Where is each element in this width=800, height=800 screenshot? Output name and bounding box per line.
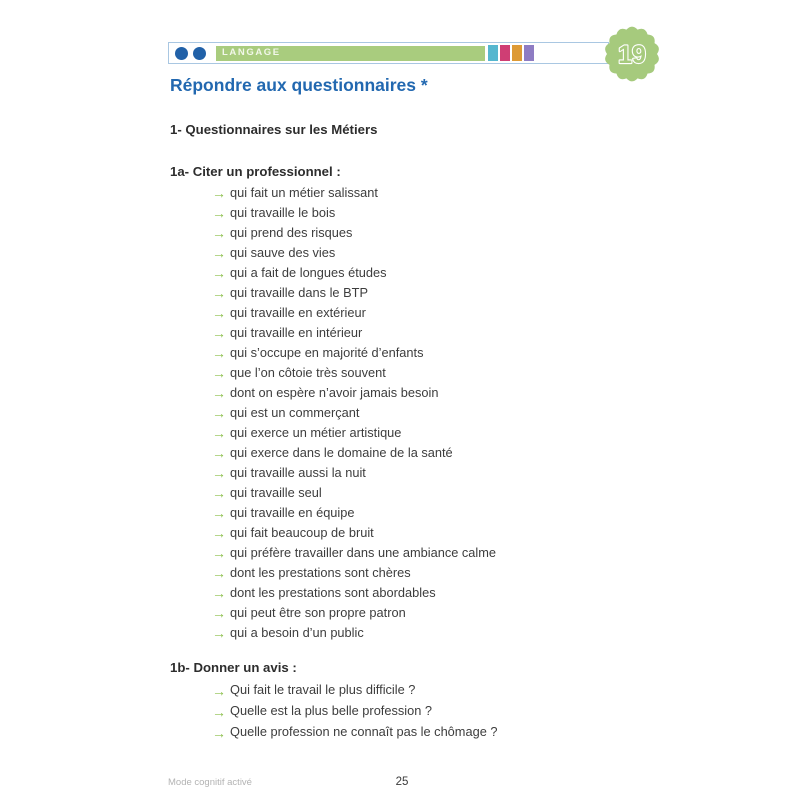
arrow-bullet-icon: → bbox=[212, 565, 226, 581]
list-item-text: qui a besoin d’un public bbox=[230, 624, 364, 640]
category-band bbox=[216, 46, 485, 61]
list-item bbox=[170, 203, 640, 223]
arrow-bullet-icon: → bbox=[212, 225, 226, 241]
list-item-text: qui fait un métier salissant bbox=[230, 184, 378, 200]
footer-note: Mode cognitif activé bbox=[168, 777, 252, 788]
level-dot-icon bbox=[175, 47, 188, 60]
list-item bbox=[170, 243, 640, 263]
list-item bbox=[170, 423, 640, 443]
list-item bbox=[170, 523, 640, 543]
list-item bbox=[170, 623, 640, 643]
list-item bbox=[170, 363, 640, 383]
list-item-text: qui exerce un métier artistique bbox=[230, 424, 402, 440]
list-item-text: dont les prestations sont chères bbox=[230, 564, 411, 580]
arrow-bullet-icon: → bbox=[212, 405, 226, 421]
list-item bbox=[170, 463, 640, 483]
list-item-text: Qui fait le travail le plus difficile ? bbox=[230, 682, 416, 698]
list-item-text: que l’on côtoie très souvent bbox=[230, 364, 386, 380]
subsection-heading: 1b- Donner un avis : bbox=[170, 660, 297, 675]
arrow-bullet-icon: → bbox=[212, 505, 226, 521]
arrow-bullet-icon: → bbox=[212, 605, 226, 621]
arrow-bullet-icon: → bbox=[212, 625, 226, 641]
color-square-purple-icon bbox=[524, 45, 534, 61]
list-item bbox=[170, 543, 640, 563]
arrow-bullet-icon: → bbox=[212, 485, 226, 501]
list-item bbox=[170, 503, 640, 523]
arrow-bullet-icon: → bbox=[212, 305, 226, 321]
badge-number: 19 bbox=[618, 41, 646, 69]
arrow-bullet-icon: → bbox=[212, 724, 226, 741]
list-item bbox=[170, 383, 640, 403]
list-item-text: qui s’occupe en majorité d’enfants bbox=[230, 344, 424, 360]
subsection bbox=[170, 164, 640, 643]
list-item bbox=[170, 303, 640, 323]
list-item-text: qui travaille seul bbox=[230, 484, 322, 500]
list-item-text: dont on espère n’avoir jamais besoin bbox=[230, 384, 439, 400]
arrow-bullet-icon: → bbox=[212, 365, 226, 381]
subsection-heading: 1a- Citer un professionnel : bbox=[170, 164, 341, 179]
list-item-text: qui préfère travailler dans une ambiance calme bbox=[230, 544, 497, 560]
list-item-text: qui sauve des vies bbox=[230, 244, 336, 260]
arrow-bullet-icon: → bbox=[212, 585, 226, 601]
list-item-text: qui peut être son propre patron bbox=[230, 604, 406, 620]
color-square-orange-icon bbox=[512, 45, 522, 61]
page-title: Répondre aux questionnaires * bbox=[170, 75, 428, 95]
content-area bbox=[170, 122, 640, 743]
list-item-text: Quelle profession ne connaît pas le chômage ? bbox=[230, 724, 498, 740]
arrow-bullet-icon: → bbox=[212, 385, 226, 401]
list-item bbox=[170, 722, 640, 743]
arrow-bullet-icon: → bbox=[212, 185, 226, 201]
arrow-bullet-icon: → bbox=[212, 325, 226, 341]
list-item-text: qui travaille aussi la nuit bbox=[230, 464, 366, 480]
list-item bbox=[170, 343, 640, 363]
list-item-text: qui travaille en équipe bbox=[230, 504, 355, 520]
list-item-text: qui est un commerçant bbox=[230, 404, 360, 420]
header-bar bbox=[168, 42, 609, 64]
color-square-pink-icon bbox=[500, 45, 510, 61]
arrow-bullet-icon: → bbox=[212, 265, 226, 281]
list-item-text: qui travaille dans le BTP bbox=[230, 284, 368, 300]
arrow-bullet-icon: → bbox=[212, 445, 226, 461]
list-item-text: Quelle est la plus belle profession ? bbox=[230, 703, 433, 719]
arrow-bullet-icon: → bbox=[212, 682, 226, 699]
arrow-bullet-icon: → bbox=[212, 285, 226, 301]
list-item-text: qui fait beaucoup de bruit bbox=[230, 524, 374, 540]
arrow-bullet-icon: → bbox=[212, 525, 226, 541]
list-item bbox=[170, 701, 640, 722]
arrow-bullet-icon: → bbox=[212, 703, 226, 720]
list-item-text: dont les prestations sont abordables bbox=[230, 584, 436, 600]
list-item-text: qui prend des risques bbox=[230, 224, 353, 240]
list-item bbox=[170, 403, 640, 423]
arrow-bullet-icon: → bbox=[212, 205, 226, 221]
arrow-bullet-icon: → bbox=[212, 425, 226, 441]
level-dot-icon bbox=[193, 47, 206, 60]
page-number: 25 bbox=[395, 776, 409, 788]
list-item bbox=[170, 483, 640, 503]
list-item bbox=[170, 603, 640, 623]
page-badge bbox=[601, 23, 663, 85]
list-item bbox=[170, 183, 640, 203]
arrow-bullet-icon: → bbox=[212, 465, 226, 481]
list-item bbox=[170, 323, 640, 343]
list-item-text: qui a fait de longues études bbox=[230, 264, 387, 280]
subsection-list bbox=[170, 164, 640, 743]
list-item-text: qui travaille le bois bbox=[230, 204, 336, 220]
section-heading: 1- Questionnaires sur les Métiers bbox=[170, 122, 378, 137]
arrow-bullet-icon: → bbox=[212, 545, 226, 561]
list-item bbox=[170, 263, 640, 283]
list-item-text: qui exerce dans le domaine de la santé bbox=[230, 444, 453, 460]
arrow-bullet-icon: → bbox=[212, 345, 226, 361]
arrow-bullet-icon: → bbox=[212, 245, 226, 261]
list-item bbox=[170, 223, 640, 243]
list-item bbox=[170, 583, 640, 603]
subsection bbox=[170, 660, 640, 743]
item-list bbox=[170, 183, 640, 643]
list-item bbox=[170, 680, 640, 701]
color-square-cyan-icon bbox=[488, 45, 498, 61]
list-item bbox=[170, 563, 640, 583]
item-list bbox=[170, 680, 640, 743]
list-item bbox=[170, 283, 640, 303]
list-item-text: qui travaille en intérieur bbox=[230, 324, 363, 340]
list-item-text: qui travaille en extérieur bbox=[230, 304, 366, 320]
list-item bbox=[170, 443, 640, 463]
category-label: LANGAGE bbox=[222, 47, 281, 59]
